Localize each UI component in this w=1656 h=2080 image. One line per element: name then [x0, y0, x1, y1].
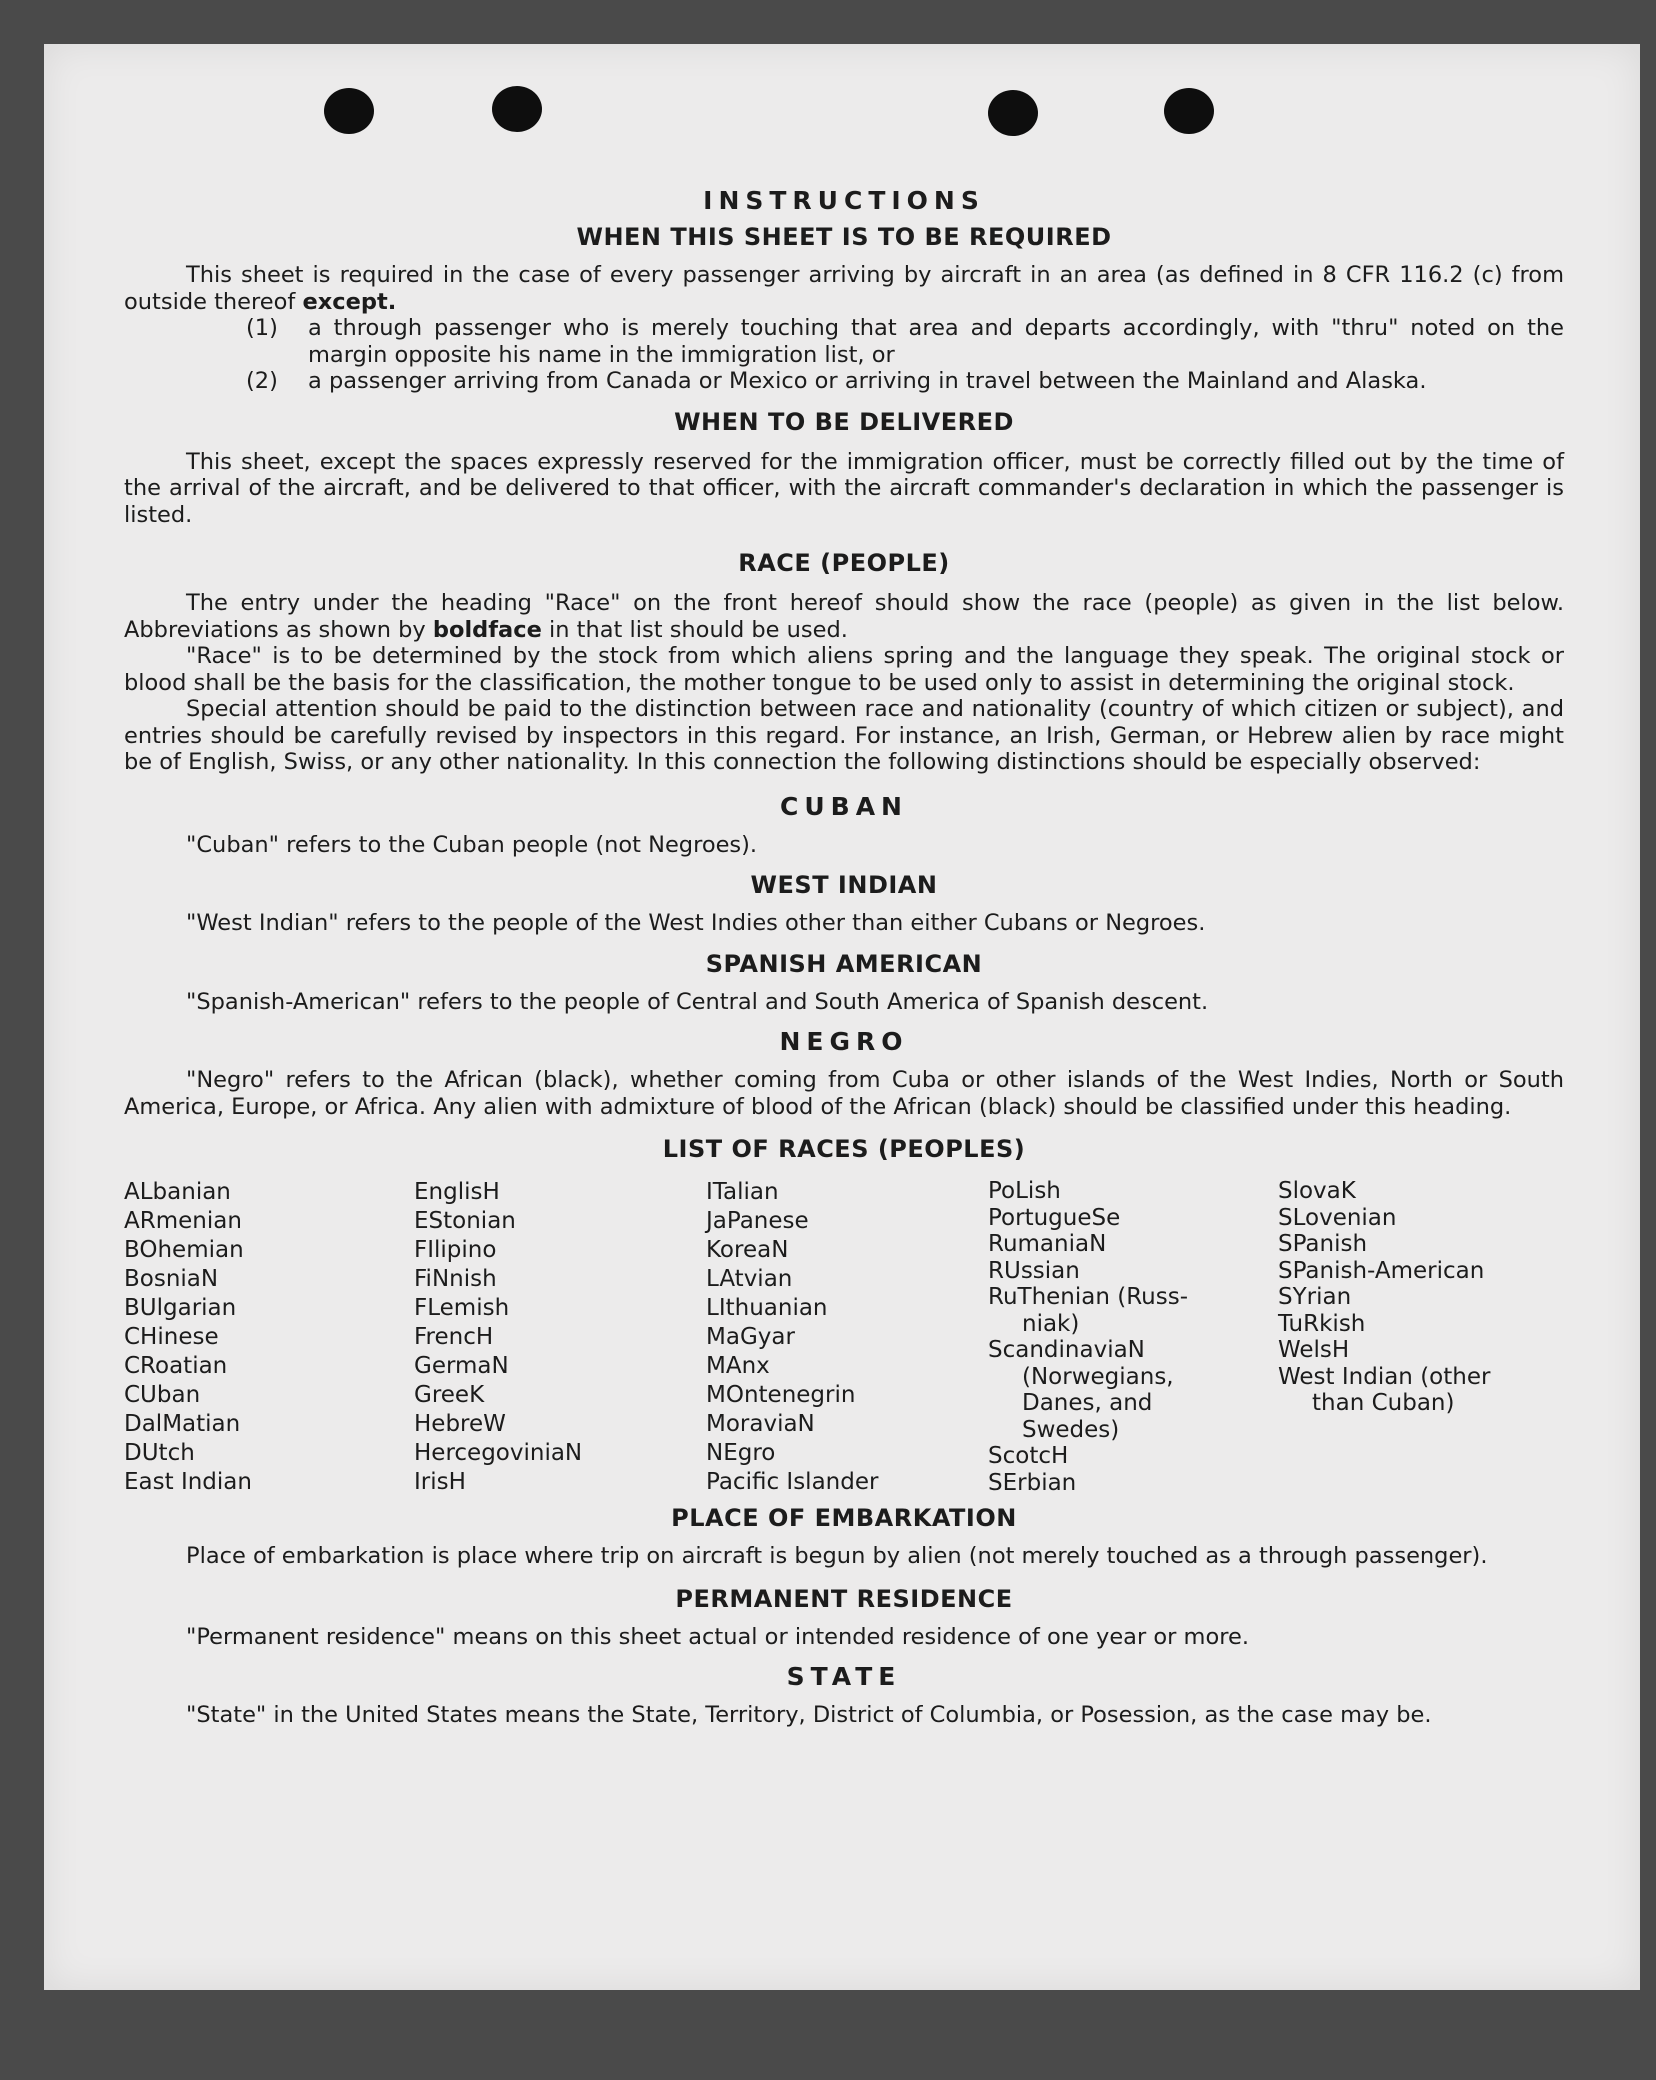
- cuban-text: "Cuban" refers to the Cuban people (not Negroes).: [186, 831, 758, 858]
- condition-2: [124, 368, 1564, 395]
- race-item: BosniaN: [124, 1266, 219, 1292]
- race-item: RuThenian (Russ-: [988, 1284, 1189, 1310]
- race-list: [124, 1178, 1564, 1497]
- section-title-list-of-races: LIST OF RACES (PEOPLES): [662, 1135, 1026, 1163]
- section-title-west-indian: WEST INDIAN: [750, 871, 938, 899]
- embarkation-text: Place of embarkation is place where trip on aircraft is begun by alien (not merely touched as a through passenger).: [186, 1543, 1488, 1569]
- section-title-residence: PERMANENT RESIDENCE: [675, 1584, 1013, 1613]
- race-item: BOhemian: [124, 1237, 244, 1263]
- race-item: PortugueSe: [988, 1204, 1121, 1231]
- race-item: PoLish: [988, 1178, 1061, 1204]
- condition-2-text: a passenger arriving from Canada or Mexico or arriving in travel between the Mainland and Alaska.: [308, 368, 1427, 394]
- intro-text: This sheet is required in the case of every passenger arriving by aircraft in an area (as defined in 8 CFR 116.2 (c) from outside thereof: [124, 262, 1564, 315]
- race-item: MoraviaN: [706, 1411, 815, 1437]
- race-item: FrencH: [414, 1324, 494, 1350]
- race-column-5: [1278, 1178, 1564, 1497]
- race-item: BUlgarian: [124, 1295, 237, 1321]
- race-paragraph-1: [124, 590, 1564, 643]
- race-p1-a: The entry under the heading "Race" on the front hereof should show the race (people) as given in the list below. Abbreviations as shown by: [124, 590, 1564, 643]
- race-item: niak): [1022, 1310, 1080, 1337]
- race-item: LAtvian: [706, 1266, 793, 1292]
- condition-1-text: a through passenger who is merely touching that area and departs accordingly, with "thru" noted on the margin opposite his name in the immigration list, or: [308, 315, 1564, 368]
- race-item: NEgro: [706, 1440, 776, 1466]
- race-item: ITalian: [706, 1179, 779, 1205]
- race-item: MOntenegrin: [706, 1382, 856, 1408]
- negro-text: "Negro" refers to the African (black), whether coming from Cuba or other islands of the West Indies, North or South America, Europe, or Africa. Any alien with admixture of blood of the African (black) should be classified under this heading.: [124, 1067, 1564, 1120]
- page-title: INSTRUCTIONS: [703, 186, 985, 215]
- section-title-when-required: WHEN THIS SHEET IS TO BE REQUIRED: [576, 223, 1112, 251]
- race-item: HebreW: [414, 1411, 506, 1437]
- race-item: MaGyar: [706, 1324, 795, 1350]
- section-title-state: STATE: [786, 1662, 902, 1691]
- race-item: FLemish: [414, 1295, 510, 1321]
- condition-2-number: (2): [246, 368, 278, 394]
- state-text: "State" in the United States means the State, Territory, District of Columbia, or Posession, as the case may be.: [186, 1702, 1432, 1728]
- race-p1-b: in that list should be used.: [548, 616, 848, 643]
- race-item: SlovaK: [1278, 1178, 1356, 1204]
- race-item: DUtch: [124, 1440, 195, 1466]
- race-item: FiNnish: [414, 1266, 497, 1292]
- instructions-content: [124, 186, 1564, 1729]
- race-item: East Indian: [124, 1469, 252, 1495]
- race-item: MAnx: [706, 1353, 770, 1379]
- race-item: SPanish: [1278, 1231, 1368, 1257]
- race-item: GreeK: [414, 1382, 485, 1408]
- race-item: JaPanese: [706, 1208, 809, 1234]
- race-item: EnglisH: [414, 1179, 500, 1205]
- race-item: than Cuban): [1312, 1390, 1455, 1416]
- race-item: SYrian: [1278, 1284, 1352, 1310]
- when-required-intro: [124, 262, 1564, 315]
- race-item: WelsH: [1278, 1337, 1350, 1363]
- race-item: Pacific Islander: [706, 1469, 879, 1495]
- section-title-when-delivered: WHEN TO BE DELIVERED: [674, 407, 1014, 436]
- document-page: [44, 44, 1640, 1990]
- section-title-spanish-american: SPANISH AMERICAN: [705, 949, 983, 978]
- race-item: Danes, and: [1022, 1390, 1153, 1416]
- race-item: ARmenian: [124, 1208, 242, 1234]
- race-paragraph-3: Special attention should be paid to the distinction between race and nationality (country of which citizen or subject), and entries should be carefully revised by inspectors in this regard. For instance, an Irish, German, or Hebrew alien by race might be of English, Swiss, or any other nationality. In this connection the following distinctions should be especially observed:: [124, 696, 1564, 775]
- race-item: LIthuanian: [706, 1295, 828, 1321]
- race-item: HercegoviniaN: [414, 1440, 583, 1466]
- race-item: Swedes): [1022, 1416, 1120, 1443]
- section-title-race: RACE (PEOPLE): [738, 549, 950, 577]
- race-item: CUban: [124, 1382, 201, 1408]
- condition-1-number: (1): [246, 315, 278, 341]
- race-item: EStonian: [414, 1208, 516, 1234]
- race-item: (Norwegians,: [1022, 1363, 1174, 1390]
- race-item: FIlipino: [414, 1237, 497, 1263]
- race-paragraph-2: "Race" is to be determined by the stock from which aliens spring and the language they speak. The original stock or blood shall be the basis for the classification, the mother tongue to be used only to assist in determining the original stock.: [124, 643, 1564, 696]
- race-item: SLovenian: [1278, 1204, 1397, 1231]
- residence-text: "Permanent residence" means on this sheet actual or intended residence of one year or more.: [186, 1623, 1249, 1650]
- spanish-american-text: "Spanish-American" refers to the people of Central and South America of Spanish descent.: [186, 988, 1209, 1015]
- punch-hole: [324, 88, 374, 134]
- punch-hole: [1164, 88, 1214, 134]
- race-item: ALbanian: [124, 1179, 231, 1205]
- race-item: CHinese: [124, 1324, 219, 1350]
- race-item: CRoatian: [124, 1353, 228, 1379]
- race-item: KoreaN: [706, 1237, 789, 1263]
- race-item: SErbian: [988, 1469, 1077, 1496]
- race-item: TuRkish: [1278, 1310, 1366, 1337]
- race-column-3: [706, 1178, 988, 1497]
- race-p1-bold: boldface: [432, 616, 542, 643]
- race-item: IrisH: [414, 1469, 466, 1495]
- race-column-1: [124, 1178, 414, 1497]
- punch-hole: [988, 90, 1038, 136]
- west-indian-text: "West Indian" refers to the people of the West Indies other than either Cubans or Negroes.: [186, 910, 1206, 936]
- race-item: ScotcH: [988, 1443, 1069, 1469]
- condition-1: [124, 315, 1564, 368]
- race-item: RumaniaN: [988, 1231, 1107, 1257]
- intro-bold: except.: [302, 288, 397, 315]
- race-item: DalMatian: [124, 1411, 241, 1437]
- section-title-embarkation: PLACE OF EMBARKATION: [671, 1504, 1017, 1532]
- race-item: West Indian (other: [1278, 1363, 1491, 1390]
- punch-hole: [492, 86, 542, 132]
- section-title-cuban: CUBAN: [780, 791, 908, 821]
- race-item: SPanish-American: [1278, 1257, 1485, 1284]
- when-delivered-text: This sheet, except the spaces expressly reserved for the immigration officer, must be correctly filled out by the time of the arrival of the aircraft, and be delivered to that officer, with the aircraft commander's declaration in which the passenger is listed.: [124, 448, 1564, 528]
- section-title-negro: NEGRO: [779, 1027, 909, 1056]
- race-item: GermaN: [414, 1353, 509, 1379]
- race-item: ScandinaviaN: [988, 1337, 1145, 1363]
- race-column-2: [414, 1178, 706, 1497]
- race-item: RUssian: [988, 1257, 1080, 1284]
- race-column-4: [988, 1178, 1278, 1497]
